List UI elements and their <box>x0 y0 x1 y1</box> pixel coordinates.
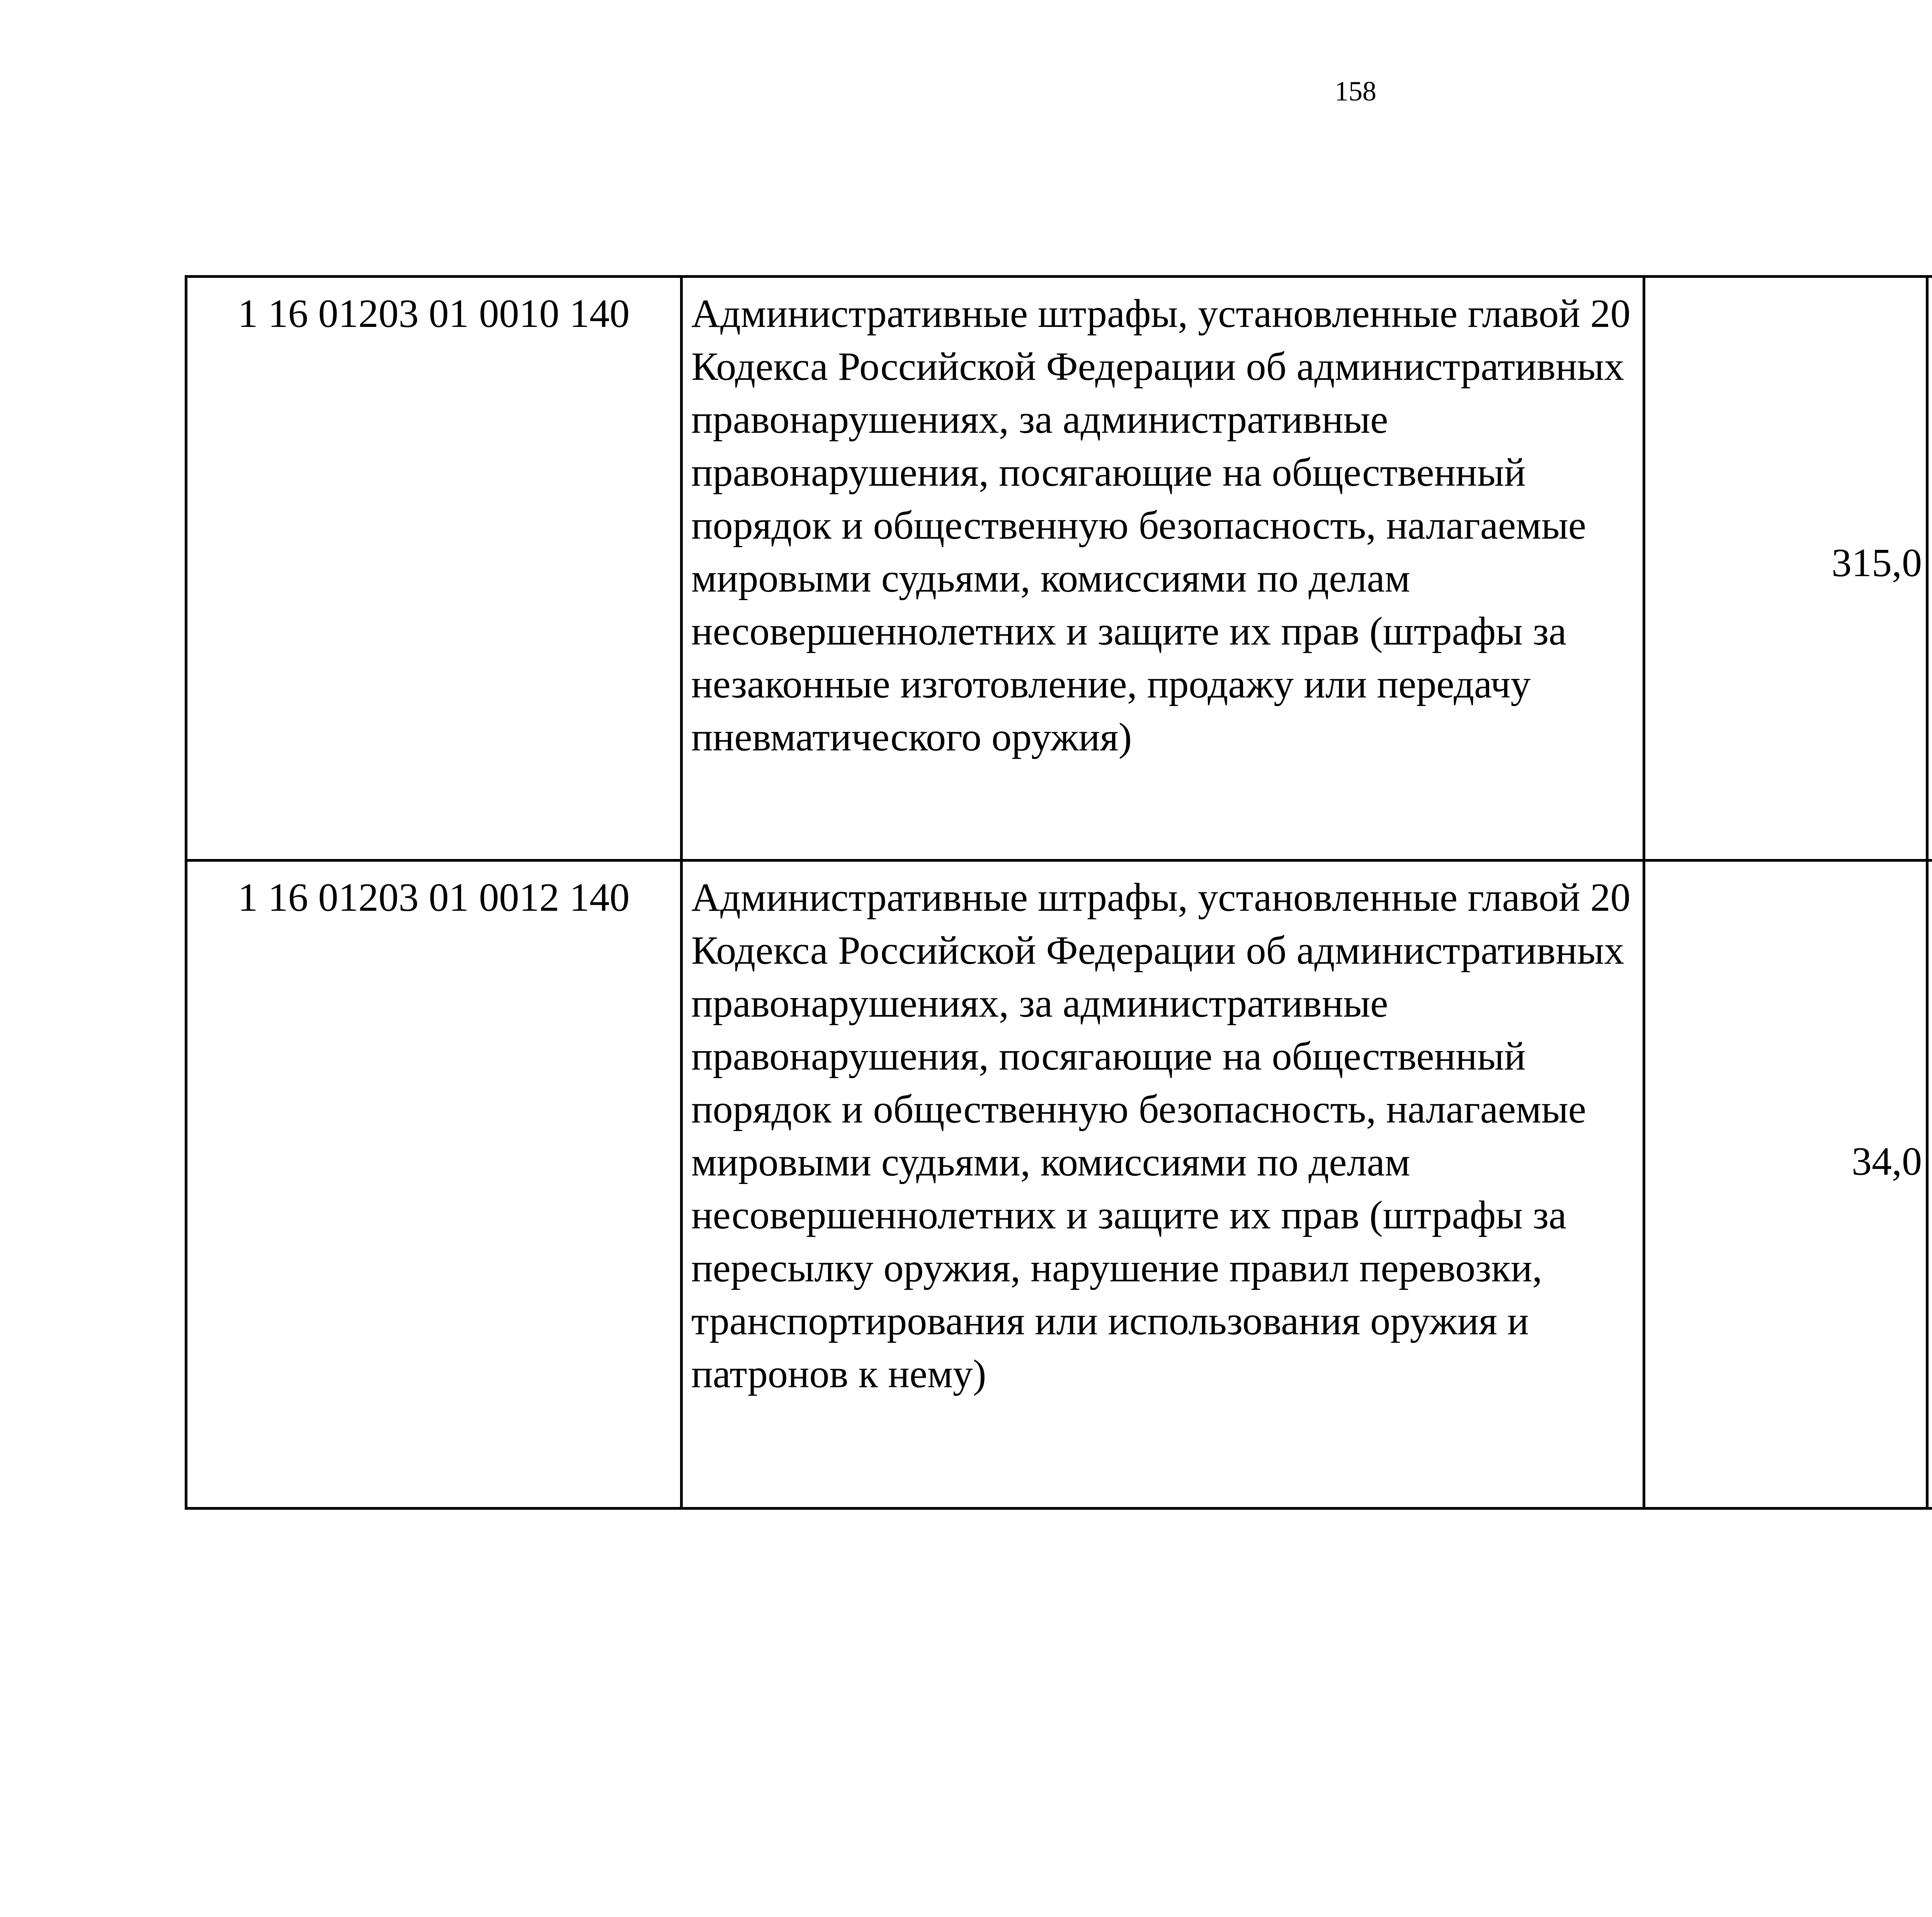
table-row <box>186 861 1932 1509</box>
budget-code-cell: 1 16 01203 01 0012 140 <box>186 861 682 1509</box>
budget-code-cell: 1 16 01203 01 0010 140 <box>186 277 682 861</box>
description-cell: Административные штрафы, установленные главой 20 Кодекса Российской Федерации об административных правонарушениях, за административные правонарушения, посягающие на общественный порядок и общественную безопасность, налагаемые мировыми судьями, комиссиями по делам несовершеннолетних и защите их прав (штрафы за незаконные изготовление, продажу или передачу пневматического оружия) <box>682 277 1644 861</box>
value-2-cell <box>1927 277 1932 861</box>
value-2-cell <box>1927 861 1932 1509</box>
value-1-cell: 315,0 <box>1644 277 1927 861</box>
value-1-cell: 34,0 <box>1644 861 1927 1509</box>
budget-table <box>185 275 1932 1510</box>
description-cell: Административные штрафы, установленные главой 20 Кодекса Российской Федерации об административных правонарушениях, за административные правонарушения, посягающие на общественный порядок и общественную безопасность, налагаемые мировыми судьями, комиссиями по делам несовершеннолетних и защите их прав (штрафы за пересылку оружия, нарушение правил перевозки, транспортирования или использования оружия и патронов к нему) <box>682 861 1644 1509</box>
page-number: 158 <box>1335 76 1376 107</box>
table-row <box>186 277 1932 861</box>
